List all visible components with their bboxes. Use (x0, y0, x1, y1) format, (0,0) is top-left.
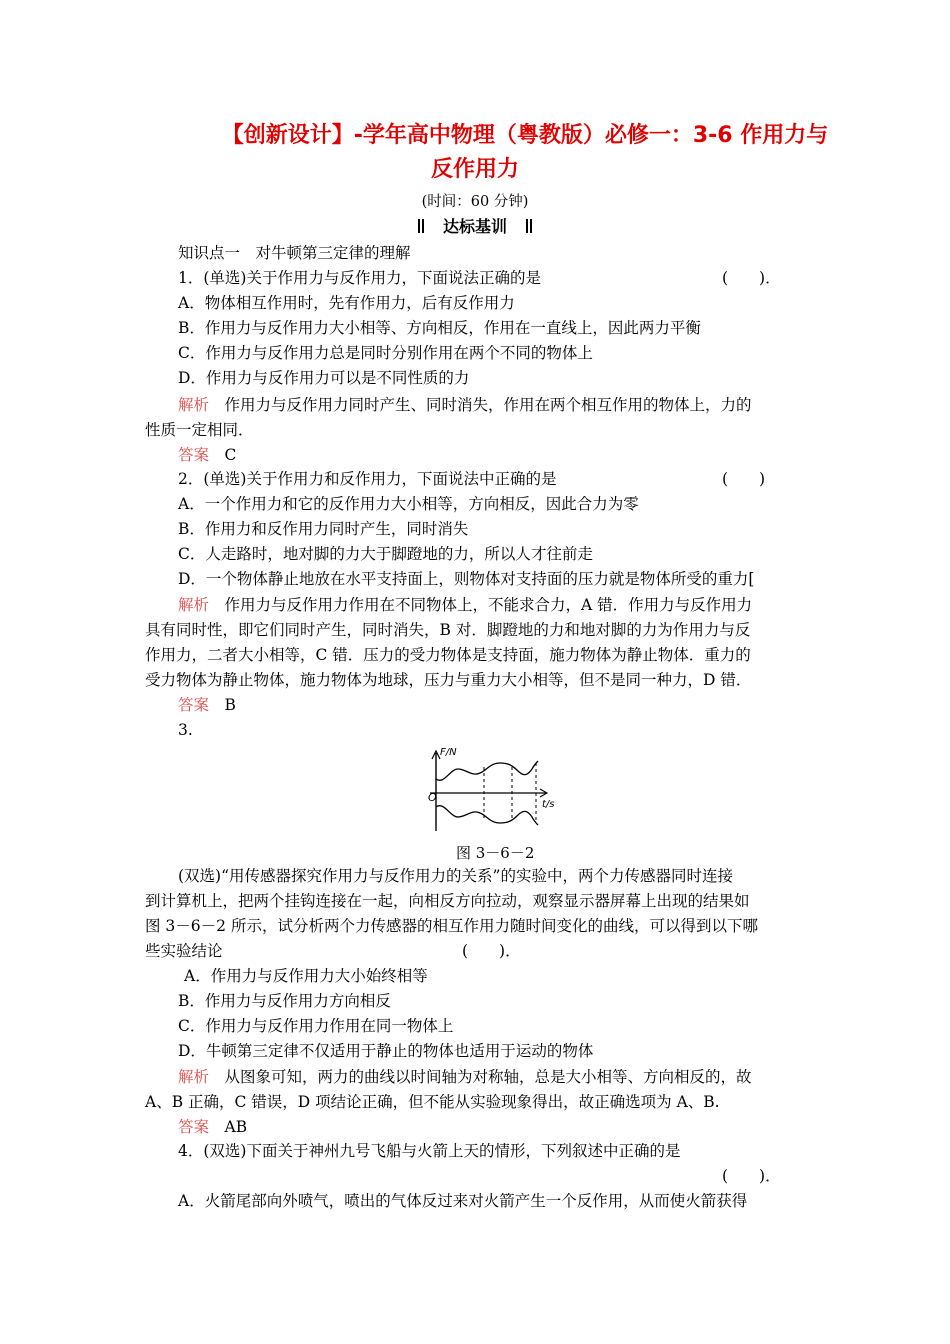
analysis-label: 解析 (178, 596, 210, 614)
q4-stem: 4．(双选)下面关于神州九号飞船与火箭上天的情形，下列叙述中正确的是 (178, 1142, 681, 1160)
answer-value: AB (224, 1118, 248, 1136)
q2-option-a: A．一个作用力和它的反作用力大小相等，方向相反，因此合力为零 (178, 495, 639, 513)
x-axis-label: t/s (542, 799, 555, 810)
q3-number: 3. (178, 721, 193, 739)
q2-option-d: D．一个物体静止地放在水平支持面上，则物体对支持面的压力就是物体所受的重力[ (178, 570, 755, 588)
answer-value: C (224, 446, 237, 464)
banner-bar-icon (530, 219, 532, 233)
q1-analysis (178, 395, 752, 415)
q3-analysis (178, 1067, 752, 1087)
analysis-text: 作用力与反作用力同时产生、同时消失，作用在两个相互作用的物体上，力的 (224, 396, 752, 414)
document-title-line2: 反作用力 (430, 157, 519, 182)
q1-option-b: B．作用力与反作用力大小相等、方向相反，作用在一直线上，因此两力平衡 (178, 319, 701, 337)
q2-analysis (178, 595, 752, 615)
answer-label: 答案 (178, 446, 210, 464)
analysis-text: 从图象可知，两力的曲线以时间轴为对称轴，总是大小相等、方向相反的，故 (224, 1068, 752, 1086)
q3-option-d: D．牛顿第三定律不仅适用于静止的物体也适用于运动的物体 (178, 1042, 594, 1060)
analysis-label: 解析 (178, 1068, 210, 1086)
banner-bar-icon (526, 219, 528, 233)
answer-label: 答案 (178, 696, 210, 714)
q1-answer (178, 445, 236, 465)
q2-analysis-cont: 具有同时性，即它们同时产生，同时消失，B 对．脚蹬地的力和地对脚的力为作用力与反 (145, 621, 751, 639)
q2-analysis-cont: 受力物体为静止物体，施力物体为地球，压力与重力大小相等，但不是同一种力，D 错． (145, 671, 752, 689)
q1-answer-blank: ( )． (722, 269, 781, 287)
knowledge-point-heading: 知识点一 对牛顿第三定律的理解 (178, 244, 411, 262)
banner-bar-icon (422, 219, 424, 233)
y-axis-label: F/N (440, 747, 457, 758)
banner-text: 达标基训 (442, 217, 507, 236)
q1-stem: 1．(单选)关于作用力与反作用力，下面说法正确的是 (178, 269, 541, 287)
q1-option-d: D．作用力与反作用力可以是不同性质的力 (178, 369, 470, 387)
origin-label: O (428, 791, 437, 804)
time-limit: (时间：60 分钟) (421, 194, 529, 210)
q1-analysis-cont: 性质一定相同． (145, 421, 254, 439)
q2-analysis-cont: 作用力，二者大小相等，C 错．压力的受力物体是支持面，施力物体为静止物体．重力的 (145, 646, 751, 664)
q2-answer-blank: ( ) (722, 470, 766, 488)
force-curve-upper (436, 761, 538, 780)
document-title-line1: 【创新设计】-学年高中物理（粤教版）必修一：3-6 作用力与 (221, 123, 829, 148)
section-banner (0, 214, 950, 237)
q3-stem: (双选)“用传感器探究作用力与反作用力的关系”的实验中，两个力传感器同时连接 (178, 867, 733, 885)
q3-option-b: B．作用力与反作用力方向相反 (178, 992, 391, 1010)
answer-label: 答案 (178, 1118, 210, 1136)
answer-value: B (224, 696, 236, 714)
q4-answer-blank: ( )． (722, 1167, 781, 1185)
q2-stem: 2．(单选)关于作用力和反作用力，下面说法中正确的是 (178, 470, 557, 488)
q3-option-a: A．作用力与反作用力大小始终相等 (184, 967, 428, 985)
q3-stem-cont: 到计算机上，把两个挂钩连接在一起，向相反方向拉动，观察显示器屏幕上出现的结果如 (145, 892, 750, 910)
force-time-graph (428, 745, 558, 835)
analysis-text: 作用力与反作用力作用在不同物体上，不能求合力，A 错．作用力与反作用力 (224, 596, 753, 614)
q3-stem-cont: 些实验结论 (145, 942, 223, 960)
q2-option-c: C．人走路时，地对脚的力大于脚蹬地的力，所以人才往前走 (178, 545, 593, 563)
q3-analysis-cont: A、B 正确，C 错误，D 项结论正确，但不能从实验现象得出，故正确选项为 A、B. (145, 1093, 720, 1111)
q3-answer (178, 1117, 247, 1137)
q4-option-a: A．火箭尾部向外喷气，喷出的气体反过来对火箭产生一个反作用，从而使火箭获得 (178, 1192, 748, 1210)
q2-answer (178, 695, 236, 715)
q1-option-c: C．作用力与反作用力总是同时分别作用在两个不同的物体上 (178, 344, 593, 362)
analysis-label: 解析 (178, 396, 210, 414)
q3-option-c: C．作用力与反作用力作用在同一物体上 (178, 1017, 454, 1035)
q1-option-a: A．物体相互作用时，先有作用力，后有反作用力 (178, 294, 515, 312)
force-curve-lower (436, 806, 538, 825)
q3-stem-cont: 图 3－6－2 所示，试分析两个力传感器的相互作用力随时间变化的曲线，可以得到以下哪 (145, 917, 758, 935)
q3-answer-blank: ( )． (462, 942, 521, 960)
banner-bar-icon (418, 219, 420, 233)
q2-option-b: B．作用力和反作用力同时产生，同时消失 (178, 520, 469, 538)
figure-caption: 图 3－6－2 (456, 844, 535, 862)
